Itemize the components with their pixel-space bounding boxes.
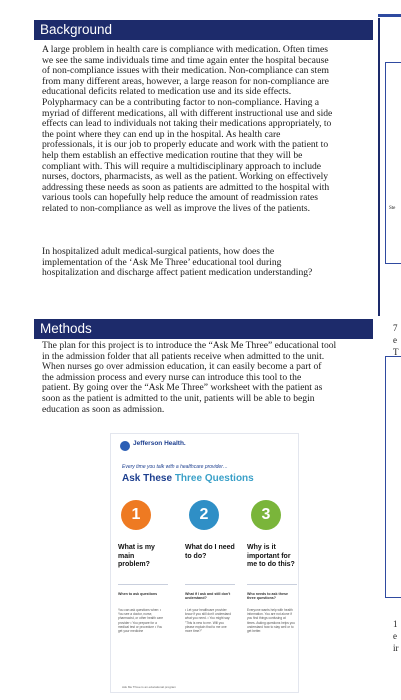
right-fragment: 7 — [393, 323, 398, 333]
text-line: professionals, it is our job to properly educate and work with the patient to — [42, 139, 329, 151]
right-fragment: 1 — [393, 619, 398, 629]
flyer-body-1: You can ask questions when: • You see a doctor, nurse, pharmacist, or other health care provider • You prepare for a medical test or procedure • You get your medicine — [118, 608, 164, 634]
text-line: from many different areas, however, a large reason for non-compliance are — [42, 75, 329, 87]
text-line: of non-compliance issues with their medication. Non-compliance can stem — [42, 65, 329, 77]
flyer-body-3: Everyone wants help with health information. You are not alone if you find things confusing at times. Asking questions helps you understand how to stay well or to get better. — [247, 608, 295, 634]
background-heading: Background — [34, 20, 373, 40]
background-paragraph — [42, 45, 367, 215]
flyer-header — [111, 434, 298, 458]
right-fragment: T — [393, 347, 399, 357]
text-line: the point where they can end up in the hospital. As health care — [42, 128, 281, 140]
text-line: related to non-compliance as well as improve the lives of the patients. — [42, 202, 311, 214]
question-1: What is my main problem? — [118, 544, 155, 568]
flyer-subhead-3: Who needs to ask these three questions? — [247, 592, 288, 601]
right-fragment: e — [393, 631, 397, 641]
right-panel-frame — [385, 62, 401, 264]
right-panel-rule — [378, 14, 401, 17]
flyer-divider — [185, 584, 235, 585]
question-2: What do I need to do? — [185, 544, 235, 560]
number-circle-1: 1 — [121, 500, 151, 530]
flyer-body-2: • Let your healthcare provider know if you still don't understand what you need. • You might say: "This is new to me. Will you please explain that to me one more time?" — [185, 608, 231, 634]
flyer-logo-text: Jefferson Health. — [133, 440, 186, 447]
flyer-tagline: Every time you talk with a healthcare provider… — [122, 464, 228, 470]
flyer-footer: Ask Me Three is an educational program — [122, 685, 176, 689]
jefferson-logo-icon — [120, 441, 130, 451]
text-line: In hospitalized adult medical-surgical patients, how does the — [42, 246, 275, 257]
text-line: soon as the patient is admitted to the unit, patients will be able to begin — [42, 392, 315, 404]
text-line: Polypharmacy can be a contributing factor to non-compliance. Having a — [42, 96, 320, 108]
flyer-title-accent: Three Questions — [174, 473, 254, 484]
text-line: help them establish an effective medication routine that they will be — [42, 149, 303, 161]
text-line: The plan for this project is to introduce the “Ask Me Three” educational tool — [42, 340, 337, 351]
text-line: effects can lead to individuals not taking their medications appropriately, to — [42, 118, 332, 130]
right-fragment: e — [393, 335, 397, 345]
text-line: A large problem in health care is compliance with medication. Often times — [42, 44, 328, 55]
text-line: nurses, doctors, pharmacists, as well as the patient. Working on effectively — [42, 171, 329, 183]
right-panel-rule — [378, 18, 380, 316]
text-line: various tools can hopefully help reduce the amount of readmission rates — [42, 192, 319, 204]
methods-paragraph — [42, 341, 367, 415]
text-line: the admission process and every nurse can introduce this tool to the — [42, 371, 302, 383]
text-line: addressing these needs as soon as patients are admitted to the hospital with — [42, 181, 330, 193]
text-line: When nurses go over admission education, it can easily become a part of — [42, 361, 322, 373]
number-circle-2: 2 — [189, 500, 219, 530]
number-circle-3: 3 — [251, 500, 281, 530]
text-line: education as soon as admission. — [42, 403, 165, 415]
methods-heading: Methods — [34, 319, 373, 339]
research-question — [42, 247, 367, 279]
text-line: compliant with. This will require a multidisciplinary approach to include — [42, 160, 322, 172]
text-line: myriad of different medications, all with different instructional use and side — [42, 107, 333, 119]
ask-me-three-flyer — [111, 434, 298, 692]
flyer-divider — [118, 584, 168, 585]
right-fragment: Ste — [389, 206, 396, 211]
question-3: Why is it important for me to do this? — [247, 544, 295, 568]
text-line: educational deficits related to medication use and its side effects. — [42, 86, 292, 98]
text-line: patient. By going over the “Ask Me Three” worksheet with the patient as — [42, 382, 323, 394]
flyer-subhead-2: What if I ask and still don't understand? — [185, 592, 231, 601]
flyer-subhead-1: When to ask questions — [118, 592, 158, 596]
right-fragment: ir — [393, 643, 399, 653]
text-line: implementation of the ‘Ask Me Three’ educational tool during — [42, 256, 282, 268]
flyer-divider — [247, 584, 297, 585]
flyer-title — [122, 473, 254, 484]
text-line: hospitalization and discharge affect patient medication understanding? — [42, 267, 313, 279]
text-line: we see the same individuals time and time again enter the hospital because — [42, 54, 329, 66]
flyer-title-prefix: Ask These — [122, 473, 175, 484]
right-panel-frame — [385, 356, 401, 598]
text-line: in the admission folder that all patients receive when admitted to the unit. — [42, 350, 325, 362]
